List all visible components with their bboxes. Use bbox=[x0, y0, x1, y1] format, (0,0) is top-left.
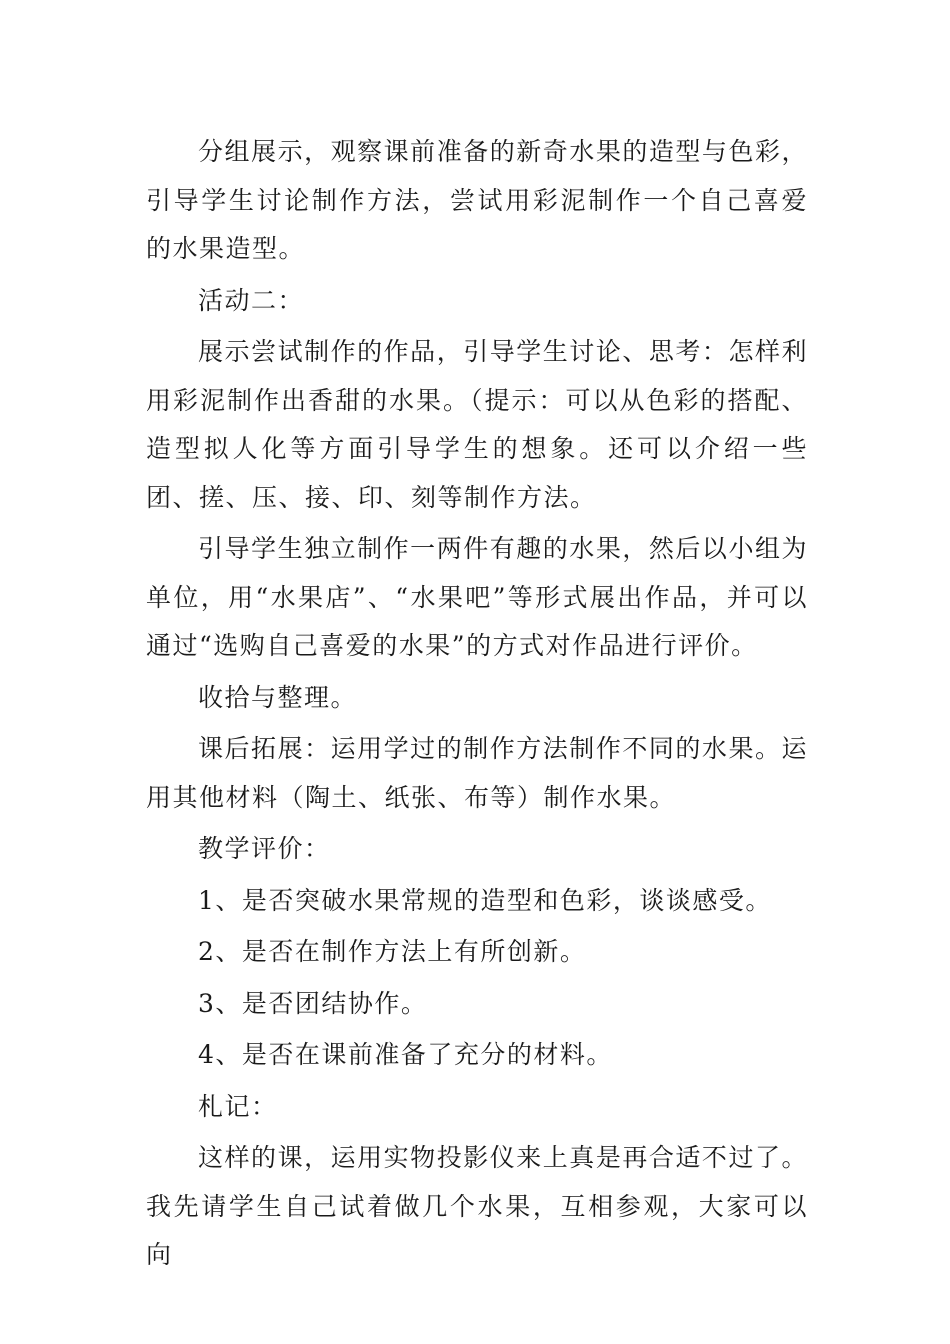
paragraph: 分组展示，观察课前准备的新奇水果的造型与色彩，引导学生讨论制作方法，尝试用彩泥制作一个自己喜爱的水果造型。 bbox=[146, 137, 808, 263]
paragraph: 教学评价： bbox=[198, 834, 331, 863]
list-item: 4、是否在课前准备了充分的材料。 bbox=[198, 1040, 613, 1069]
paragraph: 收拾与整理。 bbox=[198, 682, 358, 712]
paragraph: 展示尝试制作的作品，引导学生讨论、思考：怎样利用彩泥制作出香甜的水果。（提示：可以从色彩的搭配、造型拟人化等方面引导学生的想象。还可以介绍一些团、搓、压、接、印、刻等制作方法。 bbox=[146, 337, 808, 512]
list-item: 2、是否在制作方法上有所创新。 bbox=[198, 937, 587, 966]
document-body bbox=[146, 128, 808, 1283]
list-item: 1、是否突破水果常规的造型和色彩，谈谈感受。 bbox=[198, 885, 772, 915]
paragraph: 札记： bbox=[198, 1091, 278, 1121]
paragraph: 引导学生独立制作一两件有趣的水果，然后以小组为单位，用“水果店”、“水果吧”等形式展出作品，并可以通过“选购自己喜爱的水果”的方式对作品进行评价。 bbox=[146, 534, 808, 660]
paragraph: 活动二： bbox=[198, 285, 305, 315]
paragraph: 这样的课，运用实物投影仪来上真是再合适不过了。我先请学生自己试着做几个水果，互相参观，大家可以向 bbox=[146, 1143, 808, 1269]
paragraph: 课后拓展：运用学过的制作方法制作不同的水果。运用其他材料（陶土、纸张、布等）制作水果。 bbox=[146, 734, 808, 812]
list-item: 3、是否团结协作。 bbox=[198, 988, 428, 1018]
